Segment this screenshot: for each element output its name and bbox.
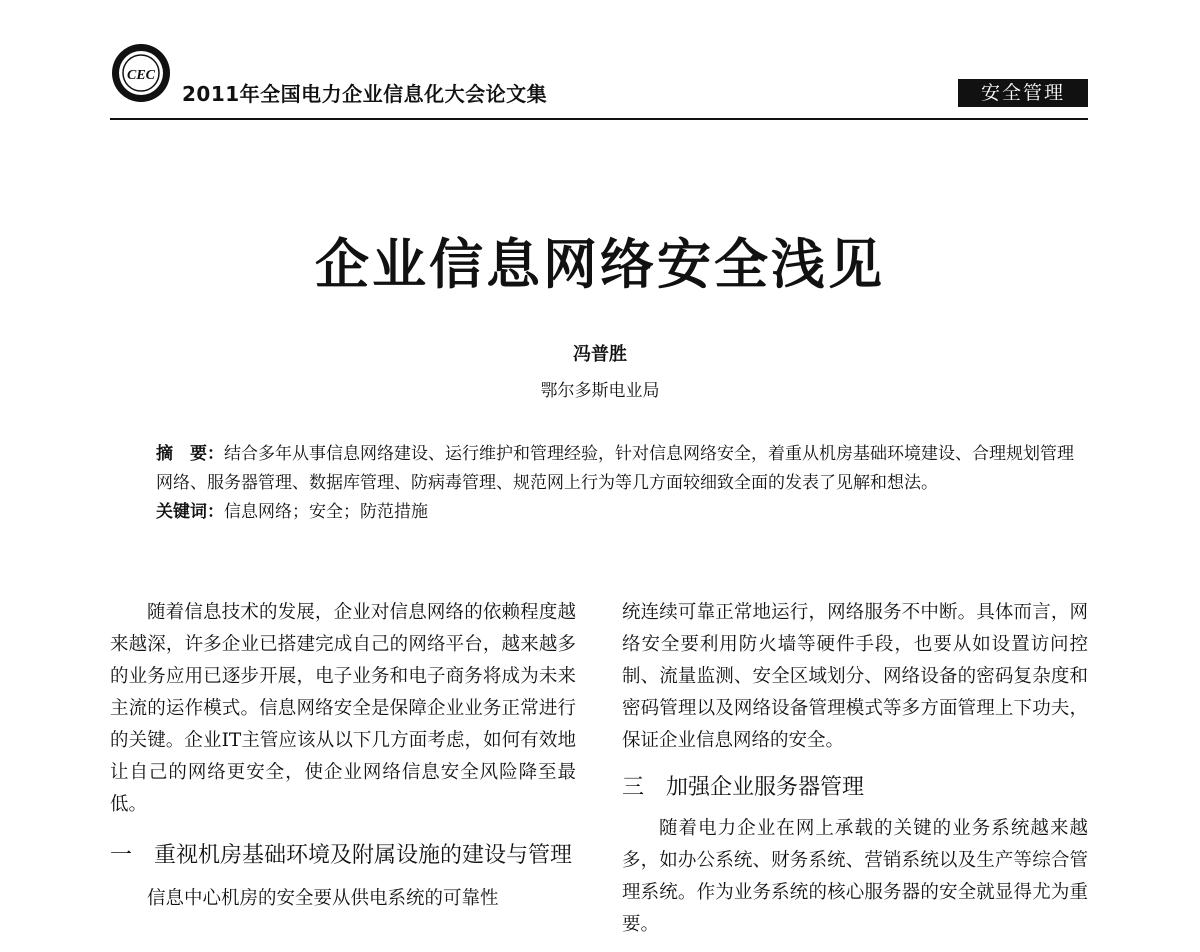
body-column-right xyxy=(622,597,1088,941)
abstract-label: 摘 要： xyxy=(156,444,224,464)
section-1-paragraph: 信息中心机房的安全要从供电系统的可靠性 xyxy=(147,888,499,909)
intro-paragraph: 随着信息技术的发展，企业对信息网络的依赖程度越来越深，许多企业已搭建完成自己的网络平台，越来越多的业务应用已逐步开展，电子业务和电子商务将成为未来主流的运作模式。信息网络安全是保障企业业务正常进行的关键。企业IT主管应该从以下几方面考虑，如何有效地让自己的网络更安全，使企业网络信息安全风险降至最低。 xyxy=(110,602,576,815)
keywords-label: 关键词： xyxy=(156,502,224,522)
keywords-text: 信息网络；安全；防范措施 xyxy=(224,502,428,522)
page-header xyxy=(110,42,1088,120)
abstract-paragraph xyxy=(156,440,1088,498)
keywords-paragraph xyxy=(156,498,1088,527)
abstract-text: 结合多年从事信息网络建设、运行维护和管理经验，针对信息网络安全，着重从机房基础环境建设、合理规划管理网络、服务器管理、数据库管理、防病毒管理、规范网上行为等几方面较细致全面的发表了见解和想法。 xyxy=(156,444,1074,493)
continued-paragraph: 统连续可靠正常地运行，网络服务不中断。具体而言，网络安全要利用防火墙等硬件手段，也要从如设置访问控制、流量监测、安全区域划分、网络设备的密码复杂度和密码管理以及网络设备管理模式等多方面管理上下功夫，保证企业信息网络的安全。 xyxy=(622,602,1088,751)
author-affiliation: 鄂尔多斯电业局 xyxy=(540,381,660,401)
logo-text: CEC xyxy=(126,68,156,83)
body-column-left xyxy=(110,597,576,915)
header-divider xyxy=(110,118,1088,120)
journal-title: 2011年全国电力企业信息化大会论文集 xyxy=(182,82,548,106)
cec-logo-graphic xyxy=(110,42,172,104)
author-name: 冯普胜 xyxy=(573,344,627,365)
section-heading-3: 三 加强企业服务器管理 xyxy=(622,775,865,800)
section-tag: 安全管理 xyxy=(958,79,1088,107)
section-3-paragraph: 随着电力企业在网上承载的关键的业务系统越来越多，如办公系统、财务系统、营销系统以及生产等综合管理系统。作为业务系统的核心服务器的安全就显得尤为重要。 xyxy=(622,818,1088,935)
cec-logo-icon xyxy=(110,42,172,104)
paper-title: 企业信息网络安全浅见 xyxy=(315,232,885,296)
abstract-block xyxy=(156,440,1088,527)
section-heading-1: 一 重视机房基础环境及附属设施的建设与管理 xyxy=(110,843,573,868)
